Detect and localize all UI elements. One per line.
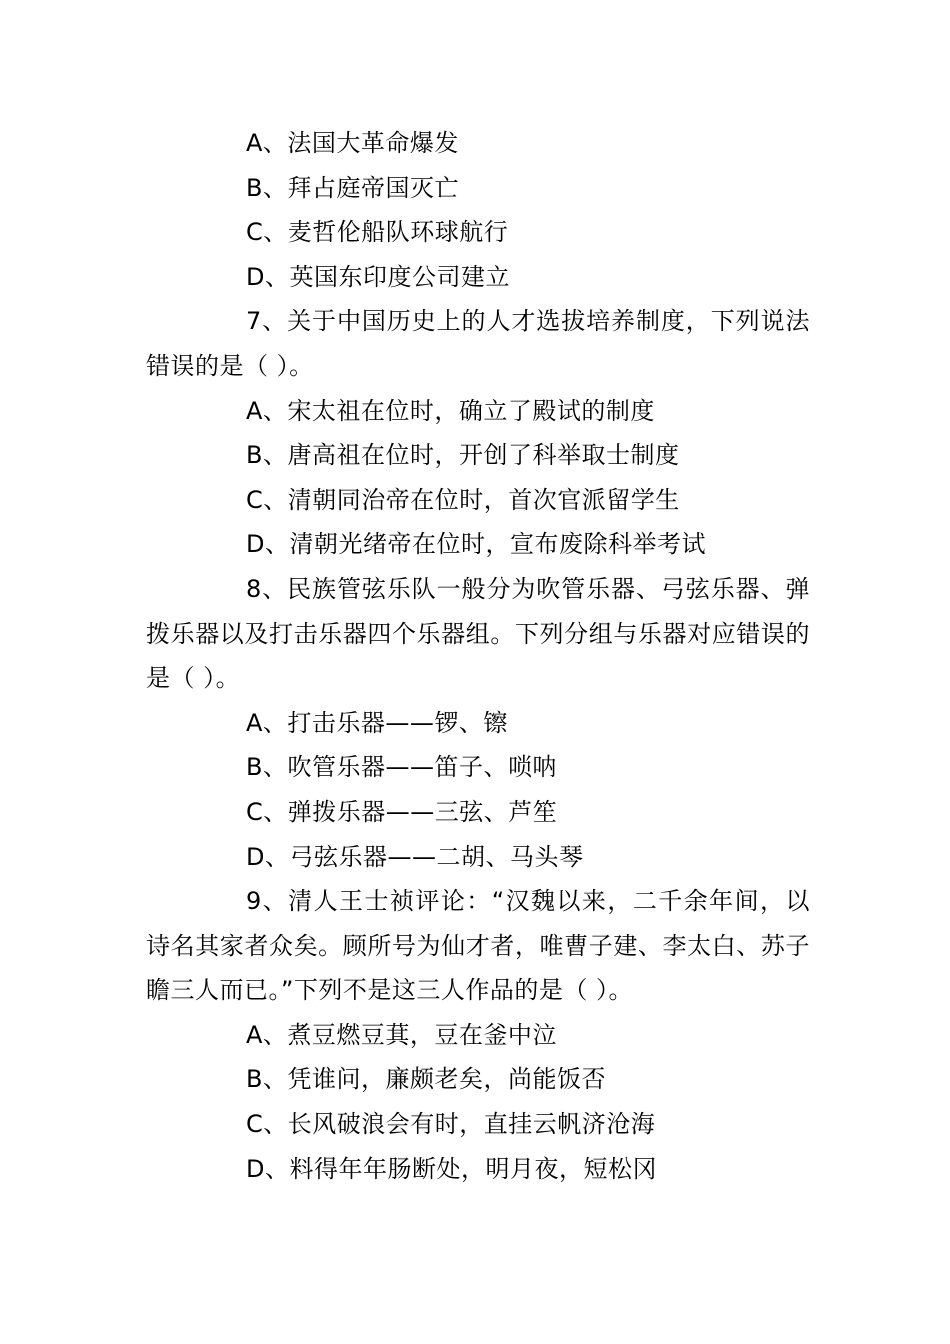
q9-option-d: D、料得年年肠断处，明月夜，短松冈: [246, 1154, 657, 1183]
q9-stem: 9、清人王士祯评论：“汉魏以来，二千余年间，以诗名其家者众矣。顾所号为仙才者，唯曹子建、李太白、苏子瞻三人而已。”下列不是这三人作品的是（ ）。: [146, 887, 810, 1005]
q8-option-c: C、弹拨乐器——三弦、芦笙: [246, 797, 558, 826]
q8-option-d: D、弓弦乐器——二胡、马头琴: [246, 842, 584, 871]
q7-stem: 7、关于中国历史上的人才选拔培养制度，下列说法错误的是（ ）。: [146, 307, 810, 380]
q6-option-b: B、拜占庭帝国灭亡: [246, 173, 459, 202]
q8-stem: 8、民族管弦乐队一般分为吹管乐器、弓弦乐器、弹拨乐器以及打击乐器四个乐器组。下列分组与乐器对应错误的是（ ）。: [146, 574, 810, 693]
q7-option-b: B、唐高祖在位时，开创了科举取士制度: [246, 441, 680, 470]
q9-option-a: A、煮豆燃豆萁，豆在釜中泣: [246, 1020, 557, 1049]
document-body: [146, 121, 810, 1191]
q8-option-a: A、打击乐器——锣、镲: [246, 708, 508, 737]
q9-option-c: C、长风破浪会有时，直挂云帆济沧海: [246, 1110, 656, 1139]
q6-option-a: A、法国大革命爆发: [246, 129, 459, 157]
q7-option-a: A、宋太祖在位时，确立了殿试的制度: [246, 396, 655, 425]
q7-option-c: C、清朝同治帝在位时，首次官派留学生: [246, 485, 680, 514]
q6-option-c: C、麦哲伦船队环球航行: [246, 218, 509, 247]
q7-option-d: D、清朝光绪帝在位时，宣布废除科举考试: [246, 530, 706, 559]
q6-option-d: D、英国东印度公司建立: [246, 262, 510, 291]
q8-option-b: B、吹管乐器——笛子、唢呐: [246, 753, 557, 782]
q9-option-b: B、凭谁问，廉颇老矣，尚能饭否: [246, 1065, 606, 1094]
